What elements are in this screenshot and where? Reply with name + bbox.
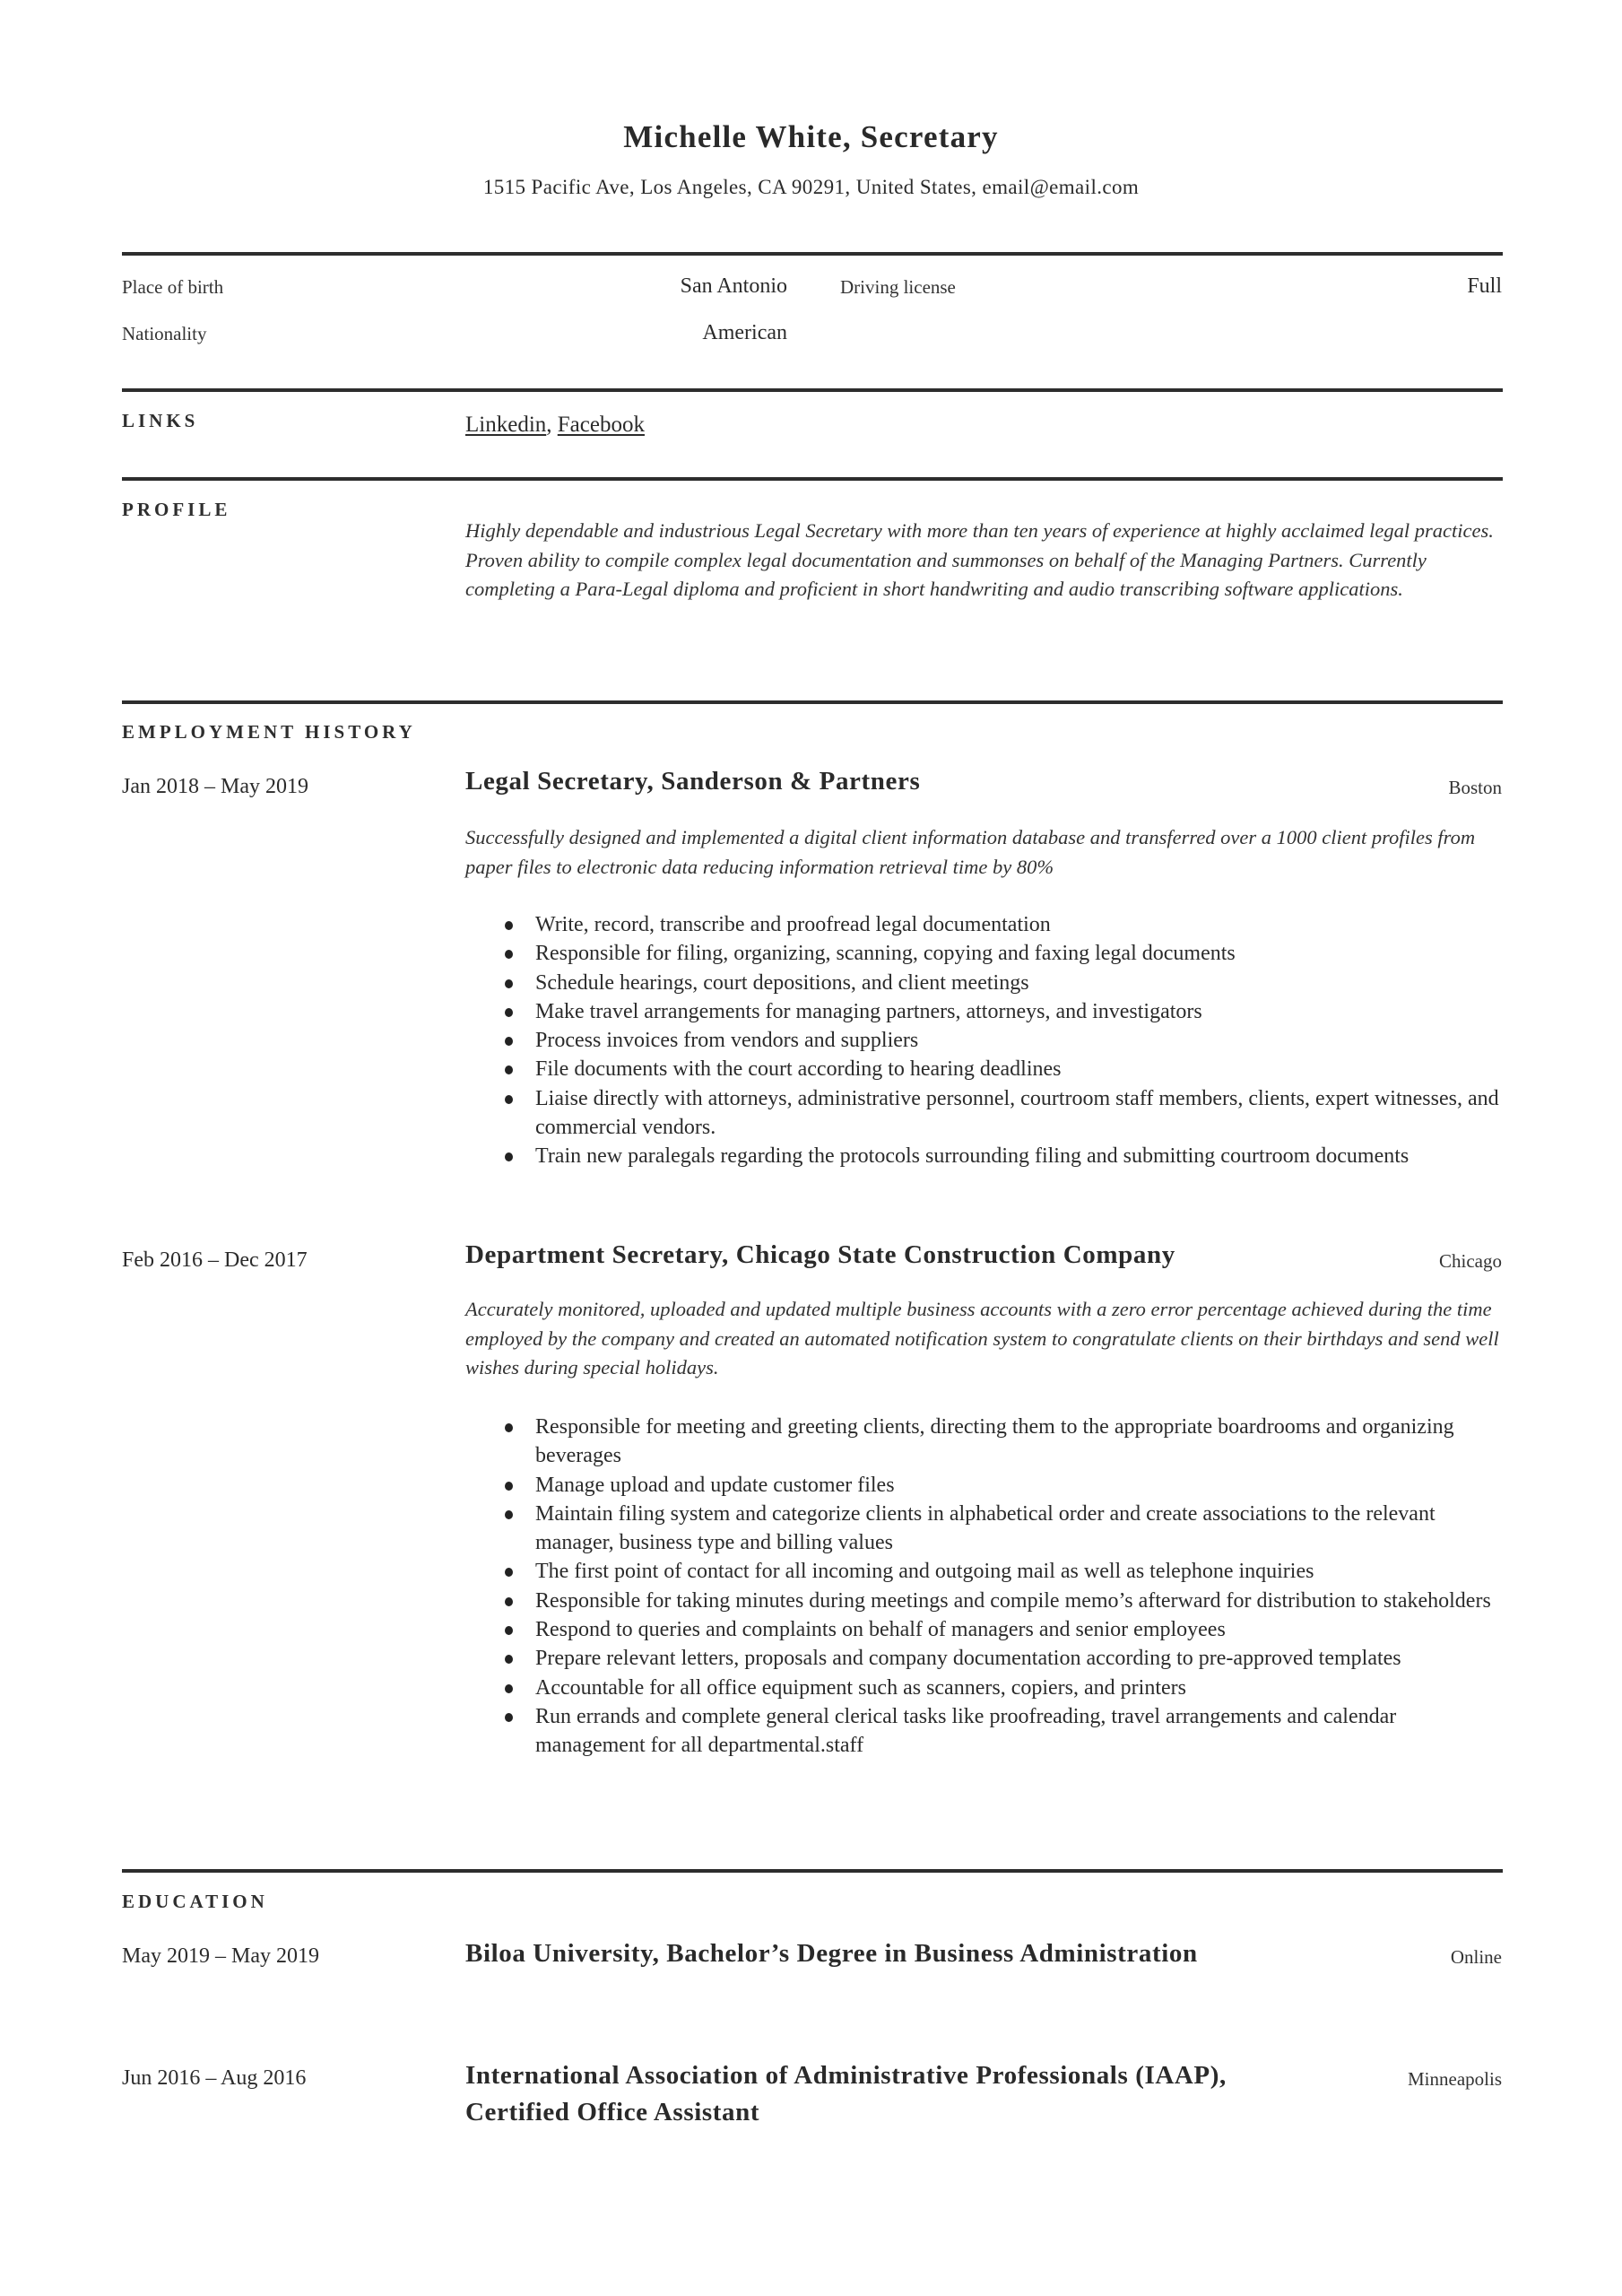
contact-line: 1515 Pacific Ave, Los Angeles, CA 90291, United States, email@email.com xyxy=(482,176,1140,198)
job-title: Legal Secretary, Sanderson & Partners xyxy=(465,767,921,796)
section-divider xyxy=(122,252,1503,256)
list-item: Responsible for filing, organizing, scanning, copying and faxing legal documents xyxy=(465,939,1505,968)
list-item: File documents with the court according to hearing deadlines xyxy=(465,1055,1505,1083)
place-of-birth-value: San Antonio xyxy=(680,274,787,298)
list-item: Respond to queries and complaints on behalf of managers and senior employees xyxy=(465,1615,1505,1644)
list-item: Prepare relevant letters, proposals and company documentation according to pre-approved templates xyxy=(465,1644,1505,1673)
list-item: Train new paralegals regarding the protocols surrounding filing and submitting courtroom documents xyxy=(465,1142,1505,1170)
section-divider xyxy=(122,1869,1503,1873)
linkedin-link[interactable]: Linkedin xyxy=(465,413,547,437)
section-divider xyxy=(122,700,1503,704)
place-of-birth-label: Place of birth xyxy=(122,276,224,298)
list-item: Process invoices from vendors and suppliers xyxy=(465,1026,1505,1055)
links-list xyxy=(465,413,645,438)
driving-license-value: Full xyxy=(1467,274,1502,298)
link-separator: , xyxy=(546,413,558,437)
list-item: The first point of contact for all incoming and outgoing mail as well as telephone inquiries xyxy=(465,1557,1505,1586)
education-city: Online xyxy=(1450,1946,1502,1968)
employment-heading: EMPLOYMENT HISTORY xyxy=(122,721,416,743)
education-dates: May 2019 – May 2019 xyxy=(122,1944,319,1968)
list-item: Run errands and complete general clerical tasks like proofreading, travel arrangements and calendar management for all departmental.staff xyxy=(465,1702,1505,1761)
profile-text: Highly dependable and industrious Legal Secretary with more than ten years of experience at highly acclaimed legal practices. Proven ability to compile complex legal documentation and summonses on behalf of the Managing Partners. Currently completing a Para-Legal diploma and proficient in short handwriting and audio transcribing software applications. xyxy=(465,519,1494,600)
job-summary: Accurately monitored, uploaded and updated multiple business accounts with a zero error percentage achieved during the time employed by the company and created an automated notification system to congratulate clients on their birthdays and send well wishes during special holidays. xyxy=(465,1298,1499,1378)
education-city: Minneapolis xyxy=(1408,2068,1502,2090)
section-divider xyxy=(122,477,1503,481)
list-item: Accountable for all office equipment such as scanners, copiers, and printers xyxy=(465,1674,1505,1702)
resume-title: Michelle White, Secretary xyxy=(623,119,999,154)
job-city: Chicago xyxy=(1439,1250,1502,1272)
facebook-link[interactable]: Facebook xyxy=(557,413,645,437)
list-item: Responsible for taking minutes during meetings and compile memo’s afterward for distribution to stakeholders xyxy=(465,1587,1505,1615)
job-summary: Successfully designed and implemented a digital client information database and transferred over a 1000 client profiles from paper files to electronic data reducing information retrieval time by 80% xyxy=(465,826,1476,878)
job-title: Department Secretary, Chicago State Construction Company xyxy=(465,1240,1175,1269)
list-item: Manage upload and update customer files xyxy=(465,1471,1505,1500)
section-divider xyxy=(122,388,1503,392)
education-heading: EDUCATION xyxy=(122,1891,268,1912)
list-item: Write, record, transcribe and proofread legal documentation xyxy=(465,910,1505,939)
job-dates: Jan 2018 – May 2019 xyxy=(122,775,308,798)
nationality-label: Nationality xyxy=(122,323,207,344)
list-item: Make travel arrangements for managing partners, attorneys, and investigators xyxy=(465,997,1505,1026)
job-dates: Feb 2016 – Dec 2017 xyxy=(122,1248,308,1272)
list-item: Liaise directly with attorneys, administrative personnel, courtroom staff members, clients, expert witnesses, and commercial vendors. xyxy=(465,1084,1505,1143)
nationality-value: American xyxy=(702,321,787,344)
education-title: International Association of Administrative Professionals (IAAP), Certified Office Assistant xyxy=(465,2061,1227,2126)
job-duties-list xyxy=(465,1413,1505,1761)
job-city: Boston xyxy=(1448,777,1502,798)
profile-heading: PROFILE xyxy=(122,499,231,520)
links-heading: LINKS xyxy=(122,410,199,431)
education-title: Biloa University, Bachelor’s Degree in Business Administration xyxy=(465,1939,1198,1968)
job-duties-list xyxy=(465,910,1505,1171)
list-item: Responsible for meeting and greeting clients, directing them to the appropriate boardrooms and organizing beverages xyxy=(465,1413,1505,1471)
list-item: Schedule hearings, court depositions, and client meetings xyxy=(465,969,1505,997)
education-dates: Jun 2016 – Aug 2016 xyxy=(122,2066,307,2090)
driving-license-label: Driving license xyxy=(840,276,956,298)
list-item: Maintain filing system and categorize clients in alphabetical order and create associations to the relevant manager, business type and billing values xyxy=(465,1500,1505,1558)
